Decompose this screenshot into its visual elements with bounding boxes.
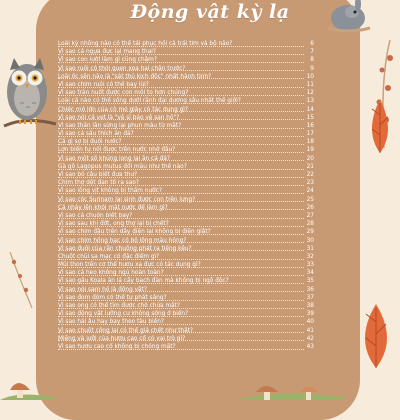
toc-question: Vì sao một số khủng long lại ăn cả đá? [58, 155, 170, 162]
toc-page-number: 29 [306, 229, 314, 236]
toc-question: Chuột chũi sa mạc có đặc điểm gì? [58, 253, 160, 260]
toc-page-number: 28 [306, 221, 314, 228]
toc-page-number: 18 [306, 139, 314, 146]
toc-page-number: 10 [306, 73, 314, 80]
toc-page-number: 34 [306, 270, 314, 277]
toc-question: Vì sao gấu Koala ăn lá cây bạch đàn mà không bị ngộ độc? [58, 278, 229, 285]
mushroom-icon [236, 376, 346, 400]
toc-entry[interactable] [58, 89, 314, 97]
toc-entry[interactable] [58, 212, 314, 220]
toc-page-number: 39 [306, 311, 314, 318]
toc-question: Vì sao hải âu hay bay theo tàu biển? [58, 319, 164, 326]
toc-page-number: 15 [306, 114, 314, 121]
toc-page-number: 13 [306, 98, 314, 105]
toc-page-number: 24 [306, 188, 314, 195]
toc-page-number: 41 [306, 327, 314, 334]
toc-question: Vì sao bồ câu biết đưa thư? [58, 172, 138, 178]
toc-page-number: 26 [306, 204, 314, 211]
toc-page-number: 32 [306, 253, 314, 260]
toc-question: Vì sao đuôi của rắn chuông phát ra tiếng kêu? [58, 245, 192, 252]
toc-entry[interactable] [58, 97, 314, 105]
toc-entry[interactable] [58, 294, 314, 302]
toc-question: Vì sao chuột cống lại có thể giả chết như thật? [58, 327, 193, 334]
toc-question: Vì sao nói sam hồ là động vật? [58, 286, 147, 293]
page-title: Động vật kỳ lạ [130, 1, 290, 23]
toc-entry[interactable] [58, 138, 314, 146]
toc-question: Lợn biển tự nổi được trên nước nhờ đâu? [58, 147, 176, 154]
toc-question: Miệng và lưỡi của hươu cao cổ có vai trò gì? [58, 335, 186, 342]
toc-page-number: 38 [306, 303, 314, 309]
toc-page-number: 42 [306, 335, 314, 342]
toc-entry[interactable] [58, 220, 314, 228]
table-of-contents [58, 40, 314, 351]
toc-page-number: 27 [306, 212, 314, 219]
toc-question: Vì sao cá ngựa đực lại mang thai? [58, 49, 156, 56]
toc-page-number: 22 [306, 172, 314, 178]
owl-icon [0, 40, 58, 132]
toc-question: Vì sao đom đóm có thể tự phát sáng? [58, 294, 167, 301]
mushroom-icon [0, 360, 56, 400]
toc-question: Chiếc mỏ lớn của cò mỏ giày có tác dụng gì? [58, 106, 188, 113]
toc-entry[interactable] [58, 310, 314, 318]
toc-page-number: 14 [306, 106, 314, 113]
toc-entry[interactable] [58, 171, 314, 179]
toc-entry[interactable] [58, 196, 314, 204]
toc-entry[interactable] [58, 81, 314, 89]
toc-question: Vì sao thằn lằn sừng lại phun máu từ mắt? [58, 122, 182, 129]
toc-page-number: 40 [306, 319, 314, 326]
toc-page-number: 33 [306, 262, 314, 269]
toc-entry[interactable] [58, 302, 314, 310]
toc-page-number: 21 [306, 163, 314, 170]
toc-entry[interactable] [58, 163, 314, 171]
toc-question: Vì sao lông vịt không bị thấm nước? [58, 188, 162, 195]
toc-entry[interactable] [58, 106, 314, 114]
toc-question: Vì sao chim hồng hạc có bộ lông màu hồng? [58, 237, 187, 244]
branch-icon [4, 250, 38, 310]
toc-entry[interactable] [58, 40, 314, 48]
toc-entry[interactable] [58, 130, 314, 138]
leaf-icon [360, 95, 400, 155]
toc-question: Vì sao nói cá vẹt là "vệ sĩ bảo vệ san hô"? [58, 114, 180, 121]
toc-page-number: 25 [306, 196, 314, 203]
toc-page-number: 6 [310, 41, 314, 47]
toc-page-number: 37 [306, 294, 314, 301]
leaf-icon [352, 300, 400, 370]
toc-question: Vì sao cá heo không ngủ hoàn toàn? [58, 270, 164, 277]
toc-entry[interactable] [58, 261, 314, 269]
toc-question: Vì sao ruồi có thói quen xoa hai chân trước? [58, 65, 186, 72]
toc-question: Mũi thon trên cơ thể hươu xạ đực có tác dụng gì? [58, 262, 201, 269]
toc-question: Vì sao cóc Surinam lại sinh được con trên lưng? [58, 196, 196, 203]
toc-question: Vì sao hươu cao cổ không bị chóng mặt? [58, 343, 176, 350]
toc-page-number: 20 [306, 155, 314, 162]
toc-entry[interactable] [58, 335, 314, 343]
toc-page-number: 35 [306, 278, 314, 285]
toc-entry[interactable] [58, 56, 314, 64]
toc-entry[interactable] [58, 122, 314, 130]
toc-entry[interactable] [58, 253, 314, 261]
toc-question: Vì sao động vật lưỡng cư không sống ở biển? [58, 311, 189, 318]
toc-entry[interactable] [58, 179, 314, 187]
toc-question: Loài cá nào có thể sống dưới rãnh đại dương sâu nhất thế giới? [58, 98, 241, 105]
toc-question: Vì sao con lười làm gì cũng chậm? [58, 57, 157, 64]
toc-page-number: 12 [306, 90, 314, 97]
toc-entry[interactable] [58, 277, 314, 285]
toc-question: Vì sao cá chuồn biết bay? [58, 212, 133, 219]
toc-entry[interactable] [58, 48, 314, 56]
toc-question: Vì sao ong có thể tìm được chỗ chứa mật? [58, 303, 181, 309]
toc-entry[interactable] [58, 146, 314, 154]
toc-entry[interactable] [58, 343, 314, 351]
toc-question: Cá gì sợ bị đuối nước? [58, 139, 122, 146]
toc-page-number: 31 [306, 245, 314, 252]
toc-entry[interactable] [58, 228, 314, 236]
toc-entry[interactable] [58, 65, 314, 73]
toc-entry[interactable] [58, 187, 314, 195]
toc-page-number: 19 [306, 147, 314, 154]
toc-question: Loài ốc sên nào là "sát thủ kịch độc" nhất hành tinh? [58, 73, 212, 80]
toc-entry[interactable] [58, 237, 314, 245]
toc-entry[interactable] [58, 155, 314, 163]
toc-entry[interactable] [58, 114, 314, 122]
toc-page-number: 36 [306, 286, 314, 293]
toc-question: Vì sao cá sấu thích ăn đá? [58, 131, 134, 138]
toc-page-number: 9 [310, 65, 314, 72]
toc-page-number: 16 [306, 122, 314, 129]
toc-question: Gà gô Lagopus mutus đổi màu như thế nào? [58, 163, 187, 170]
toc-page-number: 7 [310, 49, 314, 56]
toc-entry[interactable] [58, 318, 314, 326]
toc-entry[interactable] [58, 327, 314, 335]
toc-question: Chim thợ dệt đan tổ ra sao? [58, 180, 139, 187]
toc-question: Cá nhảy lên khỏi mặt nước để làm gì? [58, 204, 168, 211]
toc-question: Vì sao trăn nuốt được con mồi to hơn chúng? [58, 90, 189, 97]
toc-page-number: 17 [306, 131, 314, 138]
toc-entry[interactable] [58, 73, 314, 81]
toc-entry[interactable] [58, 269, 314, 277]
toc-page-number: 30 [306, 237, 314, 244]
toc-question: Vì sao sau khi đớt, ong thợ lại bị chết? [58, 221, 169, 228]
toc-entry[interactable] [58, 245, 314, 253]
toc-page-number: 43 [306, 343, 314, 350]
toc-question: Vì sao chim đậu trên dây điện lại không bị điện giật? [58, 229, 211, 236]
toc-entry[interactable] [58, 286, 314, 294]
toc-page-number: 8 [310, 57, 314, 64]
toc-entry[interactable] [58, 204, 314, 212]
bunny-icon [318, 0, 378, 32]
toc-page-number: 11 [306, 81, 314, 88]
toc-question: Loài kỳ nhông nào có thể tái phục hồi cả trái tim và bộ não? [58, 41, 233, 47]
toc-question: Vì sao chim ruồi có thể bay lùi? [58, 81, 149, 88]
toc-page-number: 23 [306, 180, 314, 187]
